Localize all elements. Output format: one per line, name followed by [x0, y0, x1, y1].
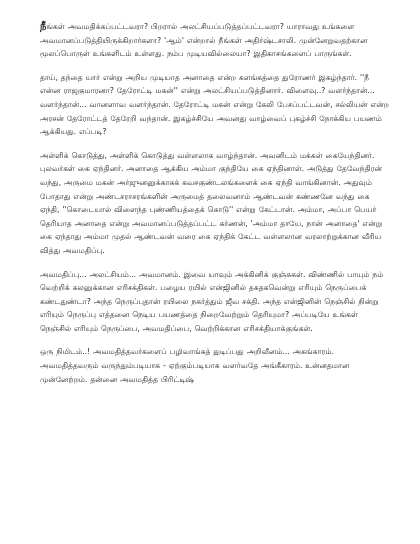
paragraph-4 — [40, 268, 390, 336]
paragraph-2-text: தாய், தந்தை யார் என்று அறிய முடியாத அனாதை என்ற களங்கத்தை துரோணர் இகழ்ந்தார். ''நீ என்ன ராஜகுமாரனா? தேரோட்டி மகன்'' என்று அலட்சியப்படுத்தினார். விளைவு..? வளர்ந்தான்... வளர்ந்தான்... வானளாவ வளர்ந்தான். தேரோட்டி மகன் என்று கேலி பேசப்பட்டவன், சல்லியன் என்ற அரசன் தேரோட்டத் தேரேறி வந்தான். இகழ்ச்சியே அவனது வாழ்வைப் புகழ்ச்சி நோக்கிய பயணம் ஆக்கியது. எப்படி? — [40, 72, 389, 137]
paragraph-1 — [40, 20, 390, 61]
paragraph-1-text: ங்கள் அவமதிக்கப்பட்டவரா? பிறரால் அலட்சியப்படுத்தப்பட்டவரா? யாராவது உங்களை அவமானப்படுத்தியிருக்கிறார்களா? 'ஆம்' என்றால் நீங்கள் அதிர்ஷ்டசாலி. முன்னேறுவதற்கான மூலப்பொருள் உங்களிடம் உள்ளது. நம்ப முடியவில்லையா? இதிகாசங்களைப் பாருங்கள். — [40, 22, 368, 59]
paragraph-1-lead: நீ — [40, 21, 47, 32]
paragraph-3 — [40, 149, 390, 258]
paragraph-5 — [40, 345, 390, 386]
paragraph-3-text: அள்ளிக் கொடுத்து, அள்ளிக் கொடுத்து வள்ளலாக வாழ்ந்தான். அவனிடம் மக்கள் கையேந்தினர். புலவர்கள் கை ஏந்தினர். அனாதை ஆக்கிய அம்மா குந்தியே கை ஏந்தினாள். அடுத்து தேவேந்திரன் வந்து, அருமை மகன் அர்ஜுனனுக்காகக் கவசகுண்டலங்களைக் கை ஏந்தி வாங்கினான். அதுவும் போதாது என்று அண்டசராசரங்களின் அருமைத் தலைவனாம் ஆண்டவன் கண்ணனே வந்து கை ஏந்தி, ''கொடையால் விளைந்த புண்ணியத்தைக் கொடு'' என்று கேட்டான். அம்மா, அப்பா பெயர் தெரியாத அனாதை என்று அவமானப்படுத்தப்பட்ட கர்ணன், 'அம்மா தாயே, நான் அனாதை' என்று கை ஏந்தாது அம்மா முதல் ஆண்டவன் வரை கை ஏந்திக் கேட்ட வள்ளலான வரலாற்றுக்கான வீரிய வித்து அவமதிப்பு. — [40, 150, 383, 255]
paragraph-2 — [40, 71, 390, 139]
paragraph-4-text: அவமதிப்பு... அலட்சியம்... அவமானம். இவை யாவும் அக்கினிக் குஞ்சுகள். விண்ணில் பாயும் நம் வெற்றிக் கலனுக்கான எரிசக்திகள். பழைய ரயில் என்ஜினில் தகதகவென்று எரியும் நெருப்பைக் கண்டதுண்டா? அந்த நெருப்புதான் ரயிலை நகர்த்தும் ஜீவ சக்தி. அந்த என்ஜினின் நெஞ்சில் நின்று எரியும் நெருப்பு எத்தனை நெடிய பயணத்தை நிறைவேற்றும் தெரியுமா? அப்படியே உங்கள் நெஞ்சில் எரியும் நெருப்பை, அவமதிப்பை, வெற்றிக்கான எரிசக்தியாக்குங்கள். — [40, 269, 384, 333]
paragraph-5-text: ஒரு நிமிடம்..! அவமதித்தவர்களைப் பழிவாங்கத் துடிப்பது அறிவீனம்... அகங்காரம். அவமதித்தவரும் வருந்தும்படியாக - ஏற்கும்படியாக வளர்வதே அங்கீகாரம். உன்னதமான முன்னேற்றம். தன்னை அவமதித்த பிரிட்டிஷ் — [40, 347, 350, 384]
